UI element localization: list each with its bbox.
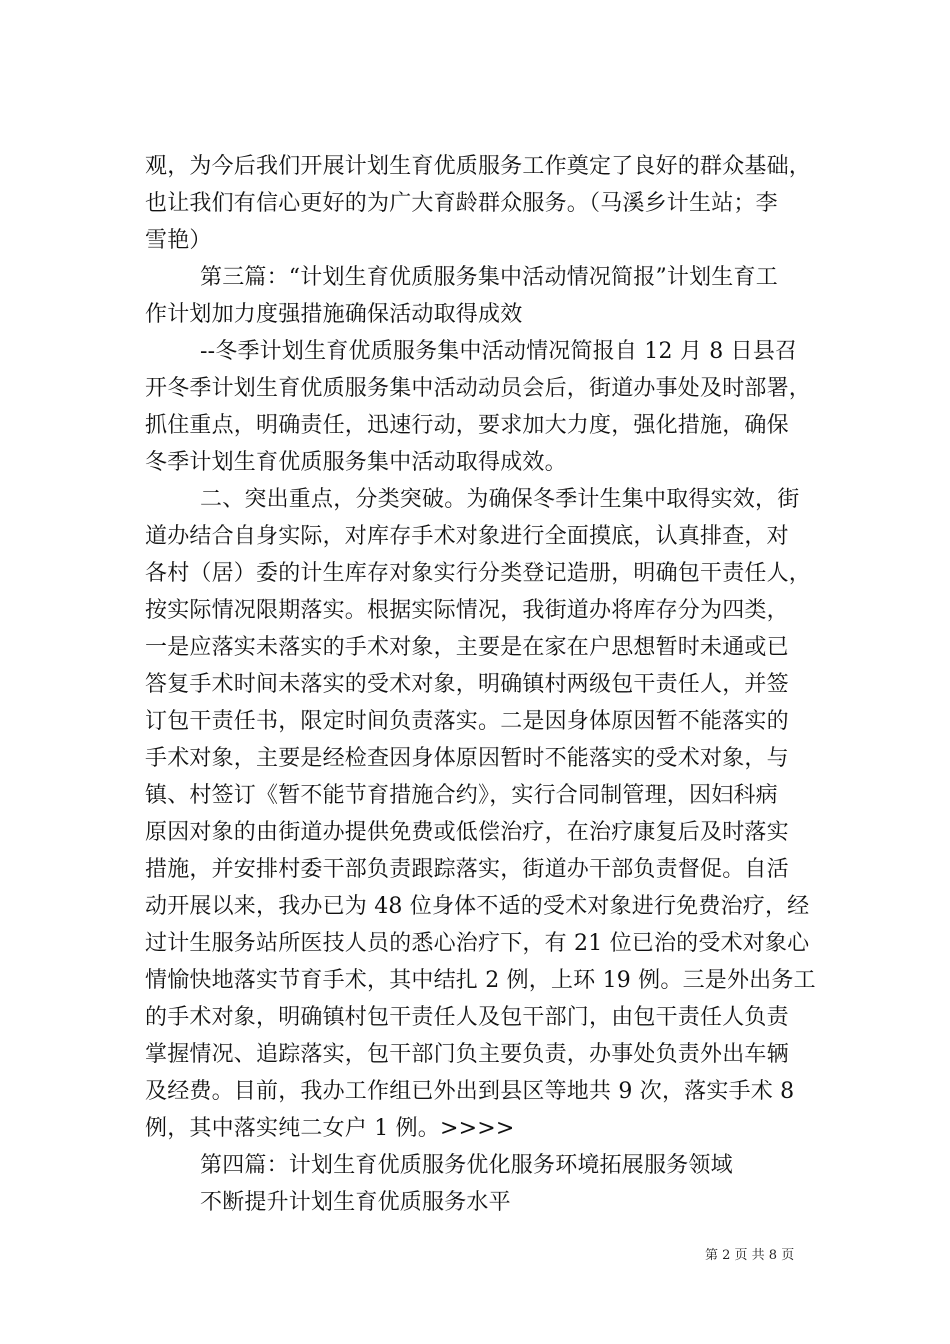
- text-line: 观，为今后我们开展计划生育优质服务工作奠定了良好的群众基础，: [145, 154, 812, 179]
- text-line: 镇、村签订《暂不能节育措施合约》，实行合同制管理，因妇科病: [145, 783, 778, 808]
- text-line: 按实际情况限期落实。根据实际情况，我街道办将库存分为四类，: [145, 598, 789, 623]
- text-line: 答复手术时间未落实的受术对象，明确镇村两级包干责任人，并签: [145, 672, 789, 697]
- text-line: 一是应落实未落实的手术对象，主要是在家在户思想暂时未通或已: [145, 635, 789, 660]
- text-line: 各村（居）委的计生库存对象实行分类登记造册，明确包干责任人，: [145, 561, 812, 586]
- text-line: 道办结合自身实际，对库存手术对象进行全面摸底，认真排查，对: [145, 524, 789, 549]
- text-line: 也让我们有信心更好的为广大育龄群众服务。（马溪乡计生站；李: [145, 191, 778, 216]
- text-line: 的手术对象，明确镇村包干责任人及包干部门，由包干责任人负责: [145, 1005, 789, 1030]
- text-line: 雪艳）: [145, 228, 212, 253]
- text-line: 二、突出重点，分类突破。为确保冬季计生集中取得实效，街: [200, 487, 800, 512]
- text-line: 情愉快地落实节育手术，其中结扎 2 例，上环 19 例。三是外出务工: [145, 968, 816, 993]
- text-line: 不断提升计划生育优质服务水平: [200, 1190, 511, 1215]
- text-line: 作计划加力度强措施确保活动取得成效: [145, 302, 523, 327]
- text-line: 例，其中落实纯二女户 1 例。>>>>: [145, 1116, 515, 1141]
- section-heading-3: 第三篇：“计划生育优质服务集中活动情况简报”计划生育工: [200, 265, 778, 290]
- text-line: 订包干责任书，限定时间负责落实。二是因身体原因暂不能落实的: [145, 709, 789, 734]
- page-number-footer: 第 2 页 共 8 页: [705, 1248, 795, 1263]
- text-line: 开冬季计划生育优质服务集中活动动员会后，街道办事处及时部署，: [145, 376, 812, 401]
- text-line: 及经费。目前，我办工作组已外出到县区等地共 9 次，落实手术 8: [145, 1079, 795, 1104]
- text-line: 抓住重点，明确责任，迅速行动，要求加大力度，强化措施，确保: [145, 413, 789, 438]
- text-line: 过计生服务站所医技人员的悉心治疗下，有 21 位已治的受术对象心: [145, 931, 810, 956]
- text-line: --冬季计划生育优质服务集中活动情况简报自 12 月 8 日县召: [200, 339, 798, 364]
- section-heading-4: 第四篇：计划生育优质服务优化服务环境拓展服务领域: [200, 1153, 733, 1178]
- text-line: 原因对象的由街道办提供免费或低偿治疗，在治疗康复后及时落实: [145, 820, 789, 845]
- text-line: 手术对象，主要是经检查因身体原因暂时不能落实的受术对象，与: [145, 746, 789, 771]
- text-line: 冬季计划生育优质服务集中活动取得成效。: [145, 450, 567, 475]
- text-line: 动开展以来，我办已为 48 位身体不适的受术对象进行免费治疗，经: [145, 894, 810, 919]
- text-line: 掌握情况、追踪落实，包干部门负主要负责，办事处负责外出车辆: [145, 1042, 789, 1067]
- text-line: 措施，并安排村委干部负责跟踪落实，街道办干部负责督促。自活: [145, 857, 789, 882]
